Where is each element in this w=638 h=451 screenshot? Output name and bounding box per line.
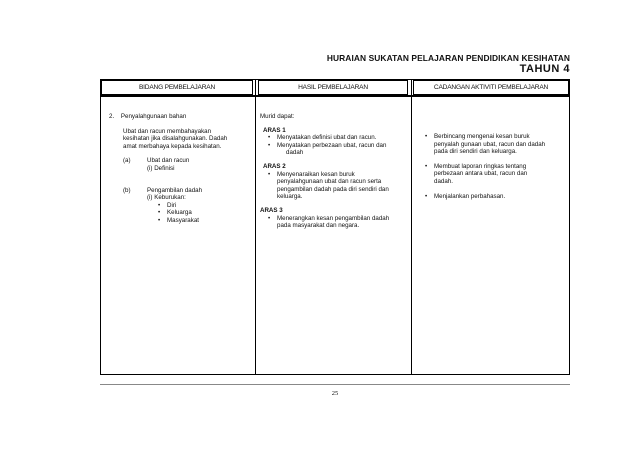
list-item: • Masyarakat <box>109 217 227 225</box>
item-title: Penyalahgunaan bahan <box>120 113 187 120</box>
activity-line: pada diri sendiri dan keluarga. <box>434 148 517 156</box>
outcome-line: dadah <box>286 149 304 157</box>
activity-line: dadah. <box>434 177 453 185</box>
intro-line: amat merbahaya kepada kesihatan. <box>123 142 222 150</box>
column-divider <box>255 80 256 374</box>
activity-line: • Membuat laporan ringkas tentang <box>431 163 545 171</box>
level-heading: ARAS 1 <box>263 126 286 134</box>
outcome-line: • Menyenaraikan kesan buruk <box>260 171 389 179</box>
subtopic-a <box>109 157 227 165</box>
level-heading: ARAS 2 <box>263 162 286 170</box>
outcome-line: • Menyatakan perbezaan ubat, racun dan <box>260 142 389 150</box>
document-title: HURAIAN SUKATAN PELAJARAN PENDIDIKAN KESIHATAN <box>326 53 570 63</box>
cell-bidang <box>109 113 227 225</box>
list-item: • Diri <box>109 202 227 210</box>
subtopic-b <box>109 187 227 195</box>
intro-line: Ubat dan racun membahayakan <box>123 127 212 135</box>
column-divider <box>411 80 412 374</box>
subtopic-label: (b) <box>123 186 131 194</box>
footer-divider <box>100 384 570 385</box>
activity-line: • Berbincang mengenai kesan buruk <box>431 133 545 141</box>
document-subtitle: TAHUN 4 <box>519 63 570 75</box>
activity-line: penyalah gunaan ubat, racun dan dadah <box>434 140 546 148</box>
subtopic-point: (i) Keburukan: <box>147 194 186 202</box>
subtopic-label: (a) <box>123 157 131 165</box>
column-header-cadangan: CADANGAN AKTIVITI PEMBELAJARAN <box>413 80 569 95</box>
cell-hasil <box>260 113 389 230</box>
column-header-hasil: HASIL PEMBELAJARAN <box>258 80 408 95</box>
outcome-line: pengambilan dadah pada diri sendiri dan <box>277 185 389 193</box>
outcome-line: keluarga. <box>277 193 303 201</box>
intro-text: Murid dapat: <box>260 113 295 120</box>
outcome-line: • Menerangkan kesan pengambilan dadah <box>260 215 389 223</box>
subtopic-point: (i) Definisi <box>147 164 175 172</box>
level-heading: ARAS 3 <box>260 206 283 214</box>
outcome-line: penyalahgunaan ubat dan racun serta <box>277 178 382 186</box>
activity-line: • Menjalankan perbahasan. <box>431 193 545 201</box>
item-number: 2. <box>109 113 115 120</box>
subtopic-title: Pengambilan dadah <box>147 186 203 194</box>
subtopic-title: Ubat dan racun <box>147 157 190 165</box>
list-item: • Keluarga <box>109 209 227 217</box>
table-header-row <box>101 80 569 97</box>
cell-cadangan <box>431 133 545 200</box>
page-number: 25 <box>331 390 339 397</box>
outcome-line: • Menyatakan definisi ubat dan racun. <box>260 134 389 142</box>
item-heading <box>109 113 227 121</box>
activity-line: perbezaan antara ubat, racun dan <box>434 170 528 178</box>
intro-line: kesihatan jika disalahgunakan. Dadah <box>123 135 228 143</box>
outcome-line: pada masyarakat dan negara. <box>277 222 360 230</box>
curriculum-table <box>100 79 570 375</box>
column-header-bidang: BIDANG PEMBELAJARAN <box>101 80 253 95</box>
